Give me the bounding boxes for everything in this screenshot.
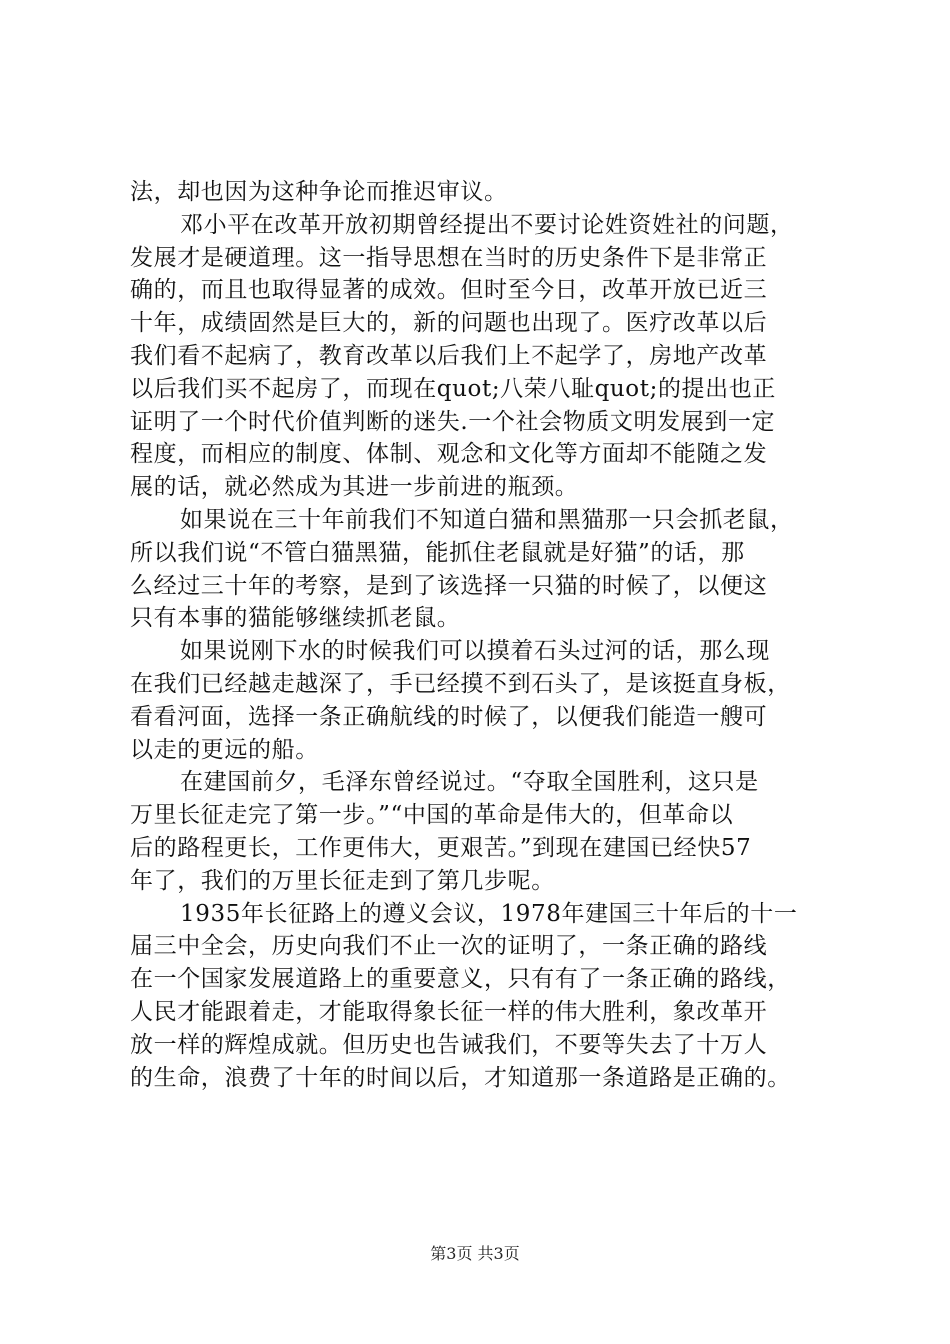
text-line: 在建国前夕，毛泽东曾经说过。“夺取全国胜利，这只是 [180,769,759,796]
text-line: 法，却也因为这种争论而推迟审议。 [130,179,508,205]
text-line: 只有本事的猫能够继续抓老鼠。 [130,605,461,632]
text-line: 万里长征走完了第一步。”“中国的革命是伟大的，但革命以 [130,802,734,829]
text-line: 十年，成绩固然是巨大的，新的问题也出现了。医疗改革以后 [130,310,768,337]
page-footer: 第3页 共3页 [430,1244,520,1263]
text-line: 邓小平在改革开放初期曾经提出不要讨论姓资姓社的问题， [180,211,794,238]
text-line: 人民才能跟着走，才能取得象长征一样的伟大胜利，象改革开 [130,998,768,1025]
text-line: 年了，我们的万里长征走到了第几步呢。 [130,867,555,894]
text-line: 程度，而相应的制度、体制、观念和文化等方面却不能随之发 [130,441,768,468]
text-line: 在一个国家发展道路上的重要意义，只有有了一条正确的路线， [130,966,791,993]
text-line: 展的话，就必然成为其进一步前进的瓶颈。 [130,474,579,501]
text-line: 确的，而且也取得显著的成效。但时至今日，改革开放已近三 [130,277,768,304]
text-line: 的生命，浪费了十年的时间以后，才知道那一条道路是正确的。 [130,1064,791,1091]
text-line: 么经过三十年的考察，是到了该选择一只猫的时候了，以便这 [130,572,768,599]
text-line: 我们看不起病了，教育改革以后我们上不起学了，房地产改革 [130,342,768,369]
text-line: 放一样的辉煌成就。但历史也告诫我们，不要等失去了十万人 [130,1031,768,1058]
text-line: 以后我们买不起房了，而现在quot;八荣八耻quot;的提出也正 [130,375,776,402]
text-line: 发展才是硬道理。这一指导思想在当时的历史条件下是非常正 [130,244,768,271]
text-line: 1935年长征路上的遵义会议，1978年建国三十年后的十一 [180,900,798,927]
text-line: 届三中全会，历史向我们不止一次的证明了，一条正确的路线 [130,933,768,960]
text-line: 看看河面，选择一条正确航线的时候了，以便我们能造一艘可 [130,703,768,730]
text-line: 如果说在三十年前我们不知道白猫和黑猫那一只会抓老鼠， [180,506,794,533]
text-line: 在我们已经越走越深了，手已经摸不到石头了，是该挺直身板， [130,670,791,697]
document-body [130,176,830,1094]
text-line: 所以我们说“不管白猫黑猫，能抓住老鼠就是好猫”的话，那 [130,539,745,566]
text-line: 如果说刚下水的时候我们可以摸着石头过河的话，那么现 [180,638,770,665]
text-line: 后的路程更长，工作更伟大，更艰苦。”到现在建国已经快57 [130,834,752,861]
text-line: 证明了一个时代价值判断的迷失.一个社会物质文明发展到一定 [130,408,776,435]
text-line: 以走的更远的船。 [130,736,319,763]
